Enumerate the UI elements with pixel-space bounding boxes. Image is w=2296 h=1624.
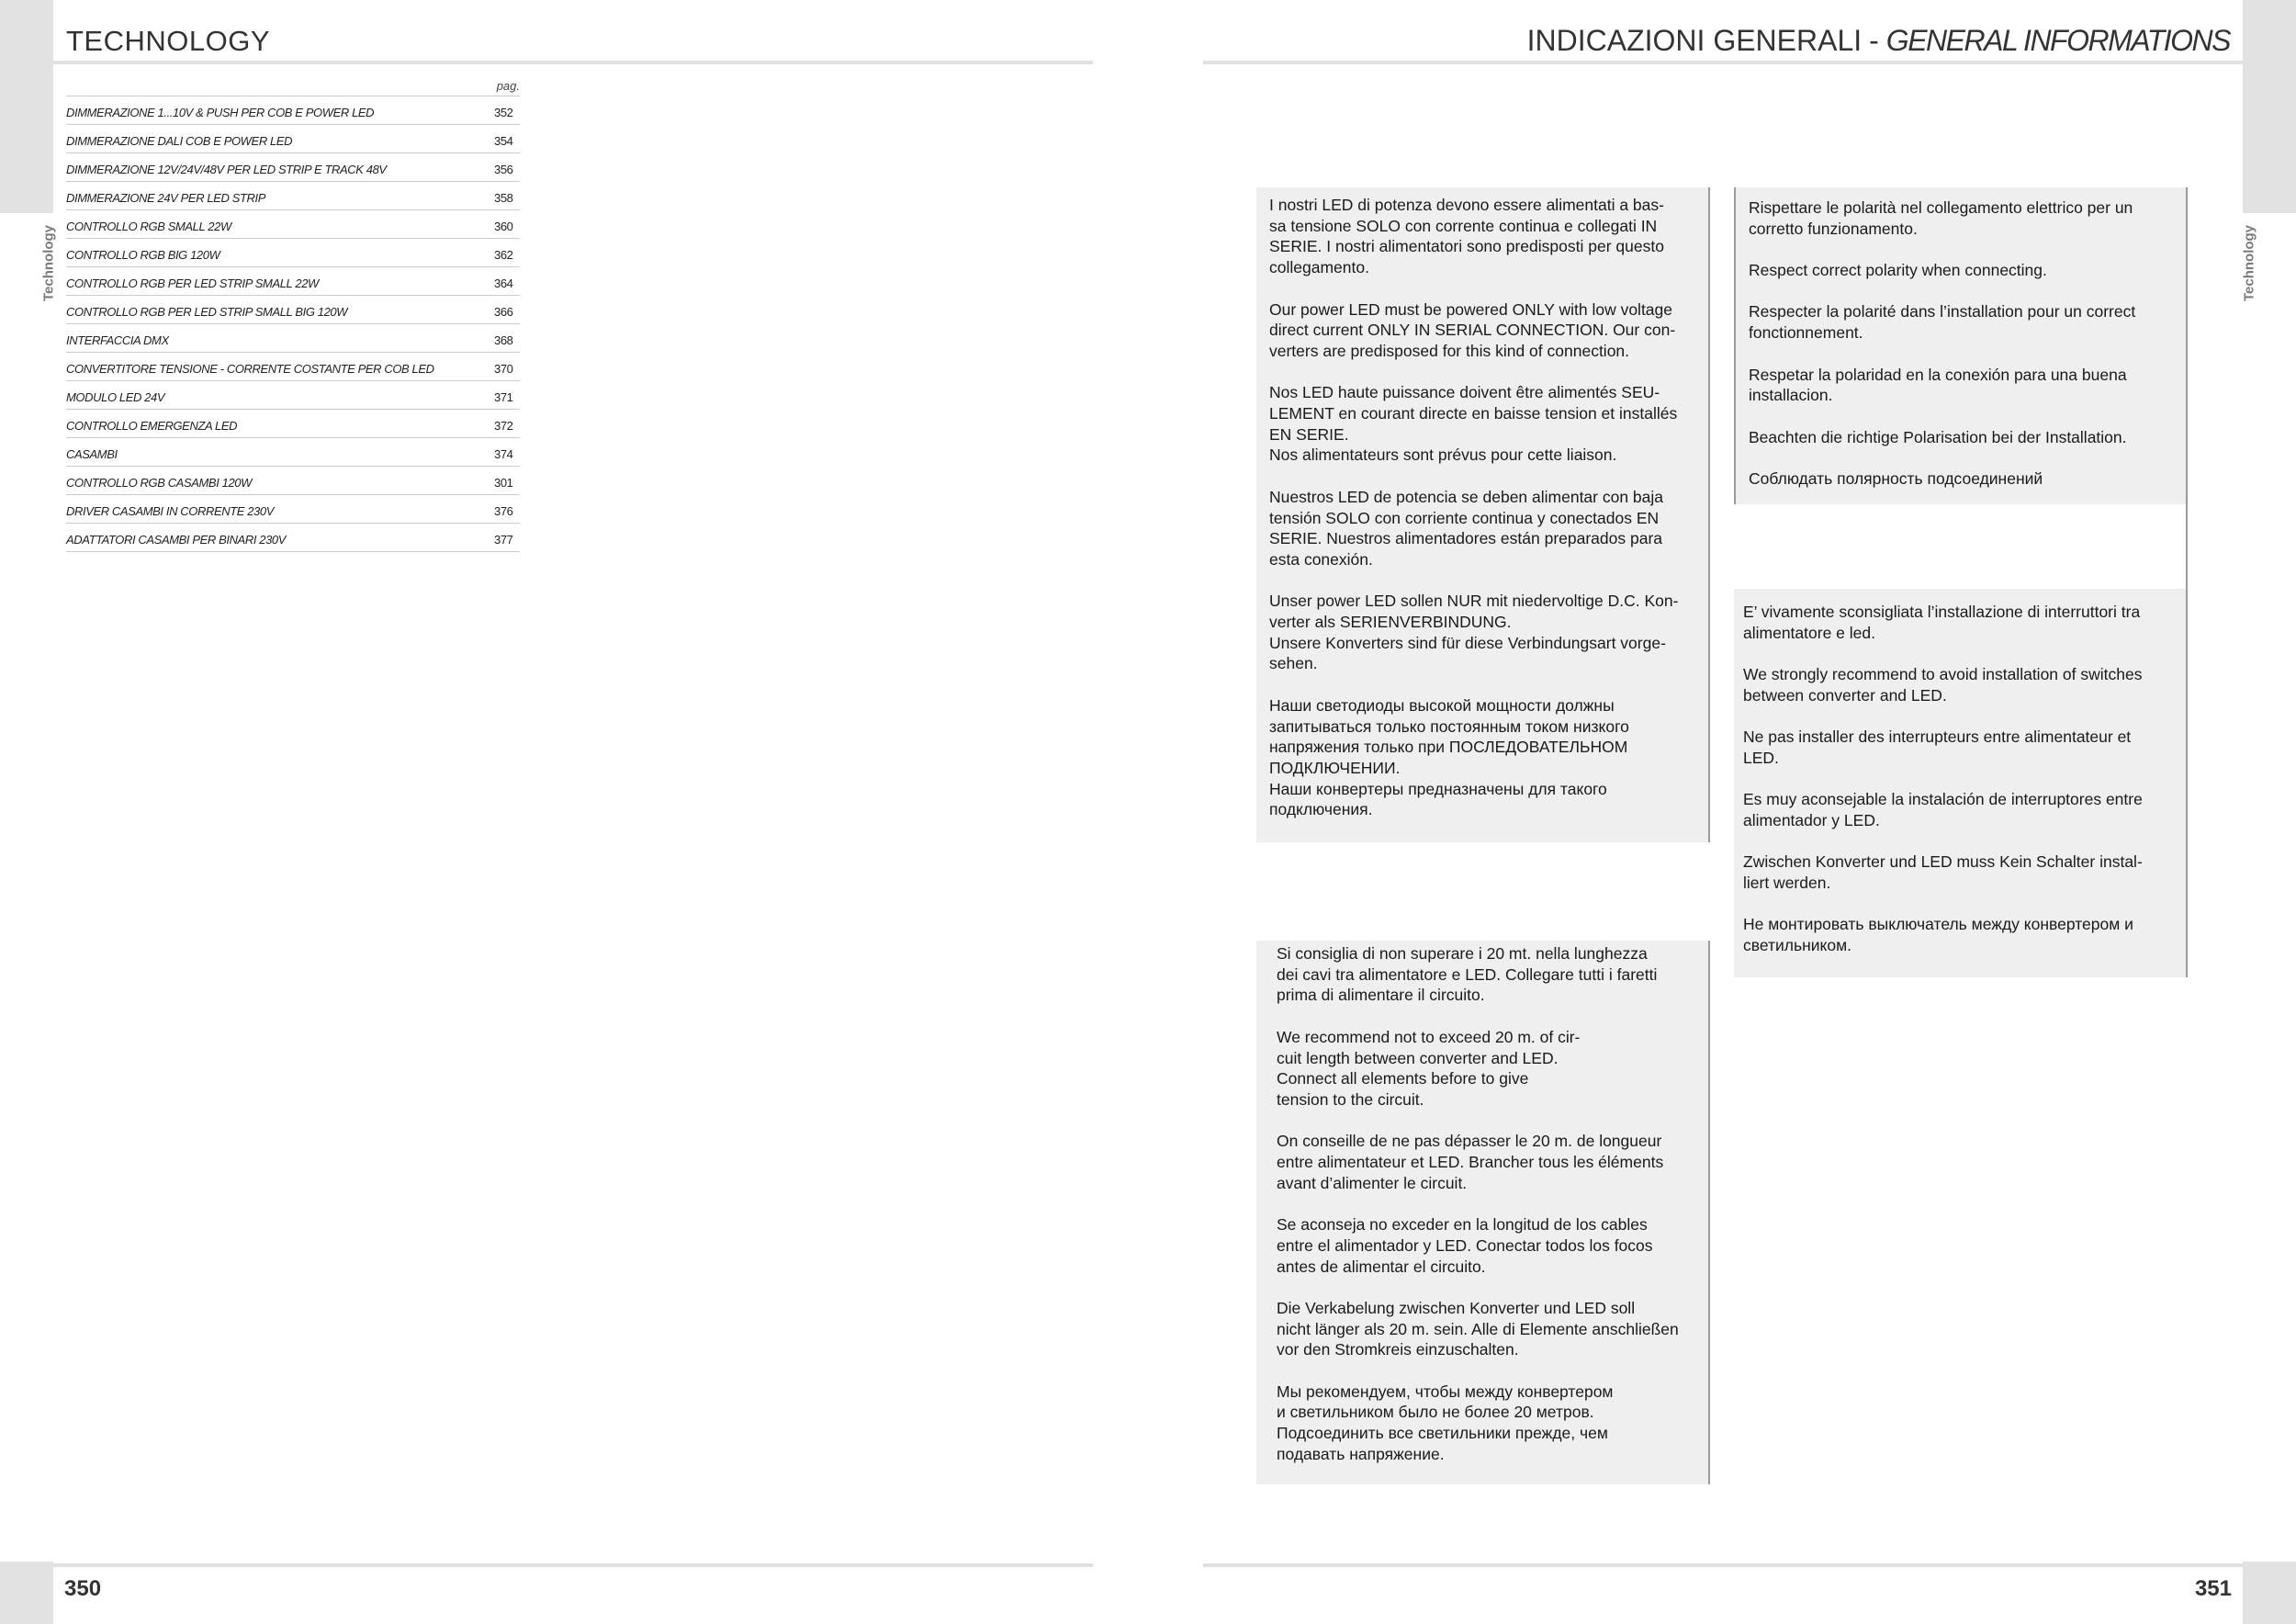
toc-item-page: 358 xyxy=(494,191,513,205)
paragraph xyxy=(1749,427,2175,448)
text-line: Rispettare le polarità nel collegamento elettrico per un xyxy=(1749,198,2133,217)
paragraph xyxy=(1749,468,2175,490)
text-line: Nos alimentateurs sont prévus pour cette liaison. xyxy=(1269,445,1617,465)
toc-row xyxy=(66,125,520,153)
text-line: Zwischen Konverter und LED muss Kein Schalter instal- xyxy=(1743,852,2143,872)
text-line: светильником. xyxy=(1743,936,1852,955)
toc-row xyxy=(66,182,520,210)
toc-item-label: INTERFACCIA DMX xyxy=(66,333,169,347)
table-of-contents xyxy=(66,77,520,552)
toc-item-label: DRIVER CASAMBI IN CORRENTE 230V xyxy=(66,504,274,518)
paragraph xyxy=(1277,943,1688,1006)
paragraph xyxy=(1743,727,2173,768)
text-line: Es muy aconsejable la instalación de interruptores entre xyxy=(1743,790,2143,809)
toc-item-label: CONTROLLO RGB PER LED STRIP SMALL 22W xyxy=(66,276,319,290)
toc-row xyxy=(66,324,520,353)
toc-row xyxy=(66,296,520,324)
text-line: alimentatore e led. xyxy=(1743,623,1875,642)
text-line: verters are predisposed for this kind of connection. xyxy=(1269,341,1630,360)
text-line: On conseille de ne pas dépasser le 20 m. de longueur xyxy=(1277,1132,1662,1151)
text-line: entre el alimentador y LED. Conectar todos los focos xyxy=(1277,1235,1653,1255)
text-line: between converter and LED. xyxy=(1743,685,1947,705)
left-page-tab xyxy=(0,0,53,213)
toc-item-page: 368 xyxy=(494,333,513,347)
toc-item-page: 377 xyxy=(494,533,513,547)
text-line: liert werden. xyxy=(1743,874,1831,893)
toc-item-page: 374 xyxy=(494,447,513,461)
text-line: Si consiglia di non superare i 20 mt. nella lunghezza xyxy=(1277,944,1648,963)
text-line: installacion. xyxy=(1749,386,1833,405)
text-line: Nos LED haute puissance doivent être alimentés SEU- xyxy=(1269,383,1660,402)
paragraph xyxy=(1277,1027,1688,1111)
text-line: sehen. xyxy=(1269,654,1318,673)
cable-length-info-box xyxy=(1256,941,1710,1484)
paragraph xyxy=(1743,664,2173,705)
text-line: LEMENT en courant directe en baisse tension et installés xyxy=(1269,404,1678,423)
text-line: и светильником было не более 20 метров. xyxy=(1277,1403,1594,1422)
power-info-box xyxy=(1256,187,1710,842)
paragraph xyxy=(1743,789,2173,830)
text-line: fonctionnement. xyxy=(1749,323,1863,343)
text-line: Ne pas installer des interrupteurs entre alimentateur et xyxy=(1743,727,2132,747)
toc-item-label: MODULO LED 24V xyxy=(66,390,165,404)
toc-row xyxy=(66,438,520,467)
text-line: corretto funzionamento. xyxy=(1749,219,1918,238)
right-header-rule xyxy=(1203,61,2243,64)
text-line: I nostri LED di potenza devono essere alimentati a bas- xyxy=(1269,196,1664,214)
paragraph xyxy=(1277,1382,1688,1465)
right-page-tab xyxy=(2243,0,2296,213)
toc-item-page: 301 xyxy=(494,476,513,490)
text-line: Unser power LED sollen NUR mit niedervoltige D.C. Kon- xyxy=(1269,592,1679,611)
text-line: vor den Stromkreis einzuschalten. xyxy=(1277,1340,1519,1359)
paragraph xyxy=(1743,602,2173,643)
right-page-number: 351 xyxy=(2194,1576,2232,1601)
text-line: collegamento. xyxy=(1269,258,1369,277)
toc-list xyxy=(66,96,520,552)
text-line: напряжения только при ПОСЛЕДОВАТЕЛЬНОМ xyxy=(1269,738,1628,757)
toc-item-label: CONTROLLO RGB PER LED STRIP SMALL BIG 120W xyxy=(66,305,348,319)
text-line: SERIE. I nostri alimentatori sono predisposti per questo xyxy=(1269,237,1664,256)
left-footer-rule xyxy=(53,1563,1093,1567)
switches-info-box xyxy=(1734,589,2188,977)
text-line: EN SERIE. xyxy=(1269,424,1349,444)
page-title xyxy=(1527,24,2230,58)
text-line: alimentador y LED. xyxy=(1743,810,1880,829)
toc-item-label: CONTROLLO RGB SMALL 22W xyxy=(66,220,231,233)
toc-page-header: pag. xyxy=(66,77,520,96)
text-line: подавать напряжение. xyxy=(1277,1444,1445,1463)
toc-item-label: ADATTATORI CASAMBI PER BINARI 230V xyxy=(66,533,286,547)
text-line: direct current ONLY IN SERIAL CONNECTION. Our con- xyxy=(1269,321,1676,340)
text-line: Наши светодиоды высокой мощности должны xyxy=(1269,695,1615,715)
toc-item-page: 372 xyxy=(494,419,513,433)
toc-item-label: CONTROLLO RGB BIG 120W xyxy=(66,248,220,262)
toc-row xyxy=(66,381,520,410)
text-line: Подсоединить все светильники прежде, чем xyxy=(1277,1424,1608,1443)
text-line: запитываться только постоянным током низкого xyxy=(1269,716,1629,736)
paragraph xyxy=(1269,299,1695,362)
toc-item-label: CONTROLLO EMERGENZA LED xyxy=(66,419,238,433)
text-line: tensión SOLO con corriente continua y conectados EN xyxy=(1269,508,1660,527)
section-title: TECHNOLOGY xyxy=(66,25,271,57)
text-line: We strongly recommend to avoid installation of switches xyxy=(1743,665,2143,684)
title-english: GENERAL INFORMATIONS xyxy=(1885,24,2230,57)
text-line: avant d’alimenter le circuit. xyxy=(1277,1173,1468,1192)
toc-item-label: DIMMERAZIONE 1...10V & PUSH PER COB E POWER LED xyxy=(66,106,375,119)
text-line: подключения. xyxy=(1269,800,1373,819)
text-line: Se aconseja no exceder en la longitud de los cables xyxy=(1277,1215,1648,1235)
paragraph xyxy=(1269,487,1695,570)
text-line: Мы рекомендуем, чтобы между конвертером xyxy=(1277,1382,1614,1401)
text-line: E’ vivamente sconsigliata l’installazione di interruttori tra xyxy=(1743,603,2141,621)
left-footer-tab xyxy=(0,1562,53,1624)
text-line: Respect correct polarity when connecting. xyxy=(1749,261,2047,280)
text-line: LED. xyxy=(1743,748,1779,767)
toc-row xyxy=(66,410,520,438)
text-line: prima di alimentare il circuito. xyxy=(1277,986,1485,1005)
right-footer-tab xyxy=(2243,1562,2296,1624)
text-line: Соблюдать полярность подсоединений xyxy=(1749,469,2043,489)
text-line: tension to the circuit. xyxy=(1277,1089,1424,1109)
toc-row xyxy=(66,153,520,182)
toc-item-page: 370 xyxy=(494,362,513,376)
polarity-info-box xyxy=(1734,187,2188,504)
left-header-rule xyxy=(53,61,1093,64)
text-line: Respecter la polarité dans l’installation pour un correct xyxy=(1749,302,2136,321)
toc-item-page: 352 xyxy=(494,106,513,119)
paragraph xyxy=(1277,1131,1688,1193)
text-line: ПОДКЛЮЧЕНИИ. xyxy=(1269,758,1401,777)
left-side-label: Technology xyxy=(40,224,57,302)
paragraph xyxy=(1743,851,2173,893)
toc-row xyxy=(66,353,520,381)
paragraph xyxy=(1749,197,2175,239)
paragraph xyxy=(1749,260,2175,281)
toc-row xyxy=(66,467,520,495)
toc-row xyxy=(66,239,520,267)
toc-item-label: CONVERTITORE TENSIONE - CORRENTE COSTANTE PER COB LED xyxy=(66,362,434,376)
paragraph xyxy=(1269,695,1695,820)
toc-item-label: DIMMERAZIONE 24V PER LED STRIP xyxy=(66,191,265,205)
text-line: Наши конвертеры предназначены для такого xyxy=(1269,779,1607,798)
toc-item-label: CONTROLLO RGB CASAMBI 120W xyxy=(66,476,252,490)
paragraph xyxy=(1743,914,2173,955)
toc-item-page: 356 xyxy=(494,163,513,176)
paragraph xyxy=(1269,195,1695,278)
text-line: Unsere Konverters sind für diese Verbindungsart vorge- xyxy=(1269,633,1666,652)
text-line: Die Verkabelung zwischen Konverter und LED soll xyxy=(1277,1298,1636,1317)
toc-item-page: 360 xyxy=(494,220,513,233)
left-page-number: 350 xyxy=(64,1576,102,1601)
toc-row xyxy=(66,495,520,524)
title-italian: INDICAZIONI GENERALI xyxy=(1526,24,1863,57)
paragraph xyxy=(1749,301,2175,343)
toc-item-label: DIMMERAZIONE 12V/24V/48V PER LED STRIP E TRACK 48V xyxy=(66,163,387,176)
paragraph xyxy=(1277,1214,1688,1277)
text-line: Respetar la polaridad en la conexión para una buena xyxy=(1749,365,2127,384)
toc-item-page: 362 xyxy=(494,248,513,262)
text-line: nicht länger als 20 m. sein. Alle di Elemente anschließen xyxy=(1277,1319,1679,1338)
text-line: Nuestros LED de potencia se deben alimentar con baja xyxy=(1269,487,1664,506)
text-line: SERIE. Nuestros alimentadores están preparados para xyxy=(1269,529,1663,548)
toc-row xyxy=(66,96,520,125)
text-line: dei cavi tra alimentatore e LED. Collegare tutti i faretti xyxy=(1277,964,1658,984)
toc-row xyxy=(66,524,520,552)
text-line: sa tensione SOLO con corrente continua e collegati IN xyxy=(1269,216,1658,235)
toc-item-page: 376 xyxy=(494,504,513,518)
text-line: entre alimentateur et LED. Brancher tous les éléments xyxy=(1277,1153,1664,1171)
title-separator: - xyxy=(1869,24,1879,57)
right-footer-rule xyxy=(1203,1563,2243,1567)
toc-item-page: 364 xyxy=(494,276,513,290)
text-line: antes de alimentar el circuito. xyxy=(1277,1257,1486,1276)
toc-item-label: CASAMBI xyxy=(66,447,118,461)
toc-item-label: DIMMERAZIONE DALI COB E POWER LED xyxy=(66,134,293,148)
toc-row xyxy=(66,210,520,239)
text-line: cuit length between converter and LED. xyxy=(1277,1048,1559,1067)
text-line: esta conexión. xyxy=(1269,549,1373,569)
text-line: Connect all elements before to give xyxy=(1277,1069,1529,1088)
toc-row xyxy=(66,267,520,296)
toc-item-page: 354 xyxy=(494,134,513,148)
text-line: Our power LED must be powered ONLY with low voltage xyxy=(1269,299,1673,319)
paragraph xyxy=(1277,1298,1688,1360)
paragraph xyxy=(1749,365,2175,406)
paragraph xyxy=(1269,382,1695,466)
text-line: Не монтировать выключатель между конвертером и xyxy=(1743,915,2133,934)
text-line: Beachten die richtige Polarisation bei der Installation. xyxy=(1749,427,2127,446)
text-line: verter als SERIENVERBINDUNG. xyxy=(1269,613,1512,631)
text-line: We recommend not to exceed 20 m. of cir- xyxy=(1277,1027,1581,1046)
right-side-label: Technology xyxy=(2241,224,2257,302)
toc-item-page: 366 xyxy=(494,305,513,319)
paragraph xyxy=(1269,591,1695,674)
toc-item-page: 371 xyxy=(494,390,513,404)
